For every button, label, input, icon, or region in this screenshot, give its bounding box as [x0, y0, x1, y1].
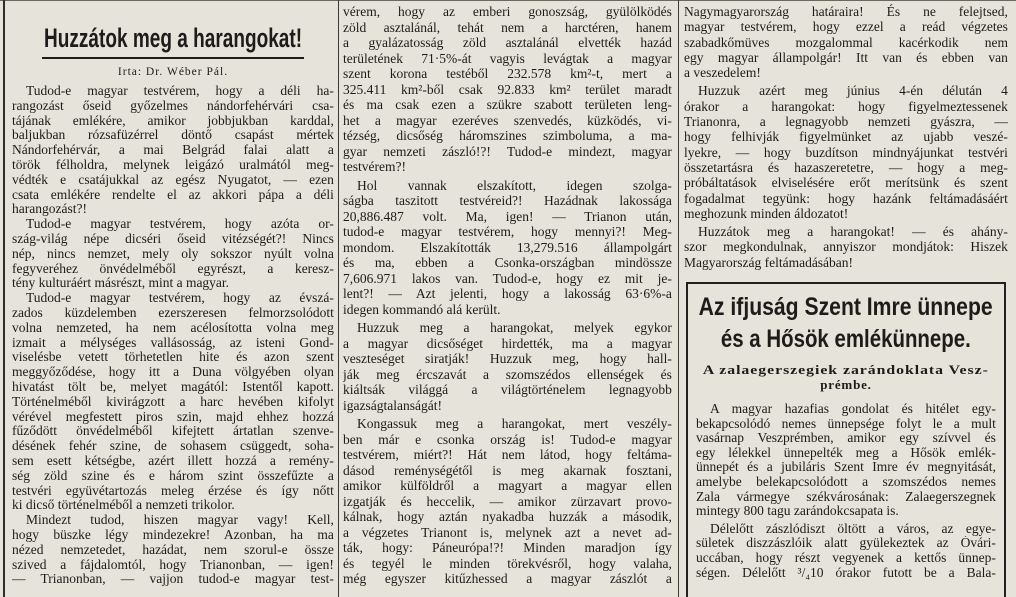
text-line: tájának emlékére, amikor jobbjukban karddal, [12, 113, 334, 128]
box-article-body [696, 402, 996, 580]
box-title-text: és a Hősök emlékünnepe. [721, 324, 971, 353]
paragraph [684, 4, 1008, 80]
text-line: vérem, hogy az emberi gonoszság, gyülölködés [343, 4, 672, 19]
article-body [12, 84, 334, 587]
paragraph [12, 217, 334, 291]
text-line: kiáltsák világgá a világtörténelem legnagyobb [343, 382, 672, 397]
text-line: és ma csak ezen a szükre szabott területen leng- [343, 97, 672, 112]
text-line: bekapcsolódó nemes ünnepsége folyt le a mult [696, 416, 996, 431]
text-line: Huzzátok meg a harangokat! — és ahány- [698, 224, 1008, 240]
text-line: testvérem?! [343, 159, 406, 174]
text-line: török félholdra, melynek leigázó uralmától meg- [12, 157, 334, 172]
text-line: zöld asztalánál, tehát nem a harctéren, hanem [343, 19, 672, 35]
text-line: idegen kommandó alá került. [343, 301, 501, 317]
article-box [686, 282, 1006, 597]
column-rule-2 [678, 0, 679, 597]
text-line: hogy büszke légy mindezekre! Azonban, ha ma [12, 527, 334, 542]
text-line: testvérem, miért?! Hát nem látod, hogy feltáma- [343, 447, 672, 462]
text-line: sületek diszzászlóik alatt gyülekeztek az Óvári- [696, 536, 996, 551]
text-line: nép, nincs nemzet, mely oly sokszor nyúlt volna [12, 246, 334, 261]
paragraph [684, 224, 1008, 270]
text-line: fűződött önvédelméből kifejtett ártatlan szenve- [12, 424, 334, 439]
text-line: mondom. Elszakították 13,279.516 állampolgárt [343, 239, 672, 255]
text-line: Nagymagyarország határaira! És ne felejtsed, [684, 4, 1008, 19]
text-line: Hol vannak elszakított, idegen szolga- [357, 177, 672, 193]
text-line: — Trianonban, — vajjon tudod-e magyar test- [12, 572, 334, 587]
paragraph [343, 178, 672, 318]
text-line: hogy felhivják figyelmünket az ujabb veszé- [684, 129, 1008, 145]
box-title-text: Az ifjuság Szent Imre ünnepe [699, 292, 993, 321]
text-line: a magyar dicsőséget hirdették, ma a magyar [343, 335, 672, 351]
text-line: összetartásra és hazaszeretetre, — hogy a meg- [684, 159, 1008, 175]
text-line: Nándorfehérvár, a mai Belgrád falai alatt a [12, 143, 334, 158]
text-line: mintegy 800 tagu zarándokcsapata is. [696, 504, 899, 519]
text-line: egy magyar állampolgár! Itt van és ebben van [684, 49, 1008, 65]
text-line: igazságtalanságát! [343, 397, 442, 413]
box-subtitle-line [688, 362, 1004, 377]
text-line: és tegyél le minden törekvésről, hogy valaha, [343, 555, 672, 571]
text-line: a veszedelem! [684, 65, 761, 81]
text-line: 20,886.487 volt. Ma, igen! — Trianon után, [343, 208, 672, 224]
paragraph [696, 402, 996, 519]
text-line: Huzzuk meg a harangokat, melyek egykor [357, 320, 672, 335]
column-left [12, 0, 334, 597]
article-headline [12, 20, 334, 56]
text-line: Huzzuk azért meg június 4-én délután 4 [698, 83, 1008, 99]
text-line: lent?! — Azt jelenti, hogy a lakosság 63·6%-a [343, 286, 672, 301]
text-line: Mindezt tudod, hiszen magyar vagy! Kell, [26, 513, 334, 528]
byline [12, 64, 334, 80]
box-subtitle-text: prémbe. [820, 377, 872, 392]
text-line: amikor külföldről a magyart a magyar ellen [343, 478, 672, 493]
column-middle [343, 4, 672, 587]
text-line: szabadkőmüves mozgalommal kacérkodik nem [684, 34, 1008, 50]
text-line: ták, hogy: Páneurópa!?! Minden maradjon így [343, 540, 672, 555]
column-rule-1 [338, 0, 339, 597]
text-line: próbáltatások elviselésére erőt merítsünk és szent [684, 175, 1008, 191]
text-line: Zala vármegye székvárosának: Zalaegerszegnek [696, 489, 996, 504]
text-line: Történelméből kivirágzott a harc hevében kifolyt [12, 394, 334, 409]
text-line: A magyar hazafias gondolat és hitélet egy- [710, 402, 996, 416]
paragraph [343, 416, 672, 587]
text-line: izgatják és heccelik, — amikor zürzavart provo- [343, 493, 672, 509]
box-subtitle-line [688, 377, 1004, 392]
box-title-line [688, 324, 1004, 354]
text-line: amelybe belekapcsolódott a szomszédos nemes [696, 474, 996, 489]
text-line: ség zöld szine és e három szint összefűzte a [12, 468, 334, 483]
text-line: viselésbe vetett törhetetlen hite és azon szent [12, 350, 334, 365]
text-line: a végzetes Trianont is, melynek azt a nevet ad- [343, 524, 672, 540]
text-line: szived a fájdalomtól, hogy Trianonban, — igen! [12, 557, 334, 572]
box-subtitle-text: A zalaegerszegiek zarándoklata Vesz- [703, 362, 989, 377]
text-line: meghozunk minden áldozatot! [684, 205, 849, 221]
paragraph [343, 4, 672, 175]
text-line: szor megkondulnak, annyiszor mondjátok: Hiszek [684, 239, 1008, 255]
text-line: ségen. Délelőtt ³/₄10 órakor futott be a Bala- [696, 565, 996, 580]
paragraph [12, 291, 334, 513]
paragraph [696, 522, 996, 580]
text-line: vasárnap Veszprémben, amikor egy szívvel és [696, 431, 996, 446]
text-line: Trianonra, a legnagyobb nemzeti gyászra, — [684, 114, 1008, 130]
text-line: csata emlékére rendelte el az akkori pápa a déli [12, 187, 334, 202]
paragraph [12, 513, 334, 587]
text-line: tudod-e magyar testvérem, hogy mennyi?! Meg- [343, 224, 672, 239]
text-line: fegyveréhez önvédelméből egyrészt, a keresz- [12, 261, 334, 276]
text-line: fogadalmat tegyünk: hogy hazánk feltámadásáért [684, 190, 1008, 206]
text-line: tény kulturáért másrészt, mint a magyar. [12, 276, 230, 291]
page-left-edge [3, 0, 5, 597]
text-line: szent korona testéből 232.578 km²-t, mert a [343, 66, 672, 81]
text-line: meggyőződése, hogy itt a Duna völgyében olyan [12, 365, 334, 380]
text-line: testvéri együvétartozás meleg érzése és így nőtt [12, 483, 334, 498]
text-line: Tudod-e magyar testvérem, hogy a déli ha- [26, 84, 334, 98]
text-line: harangozást?! [12, 202, 87, 217]
text-line: órakor a harangokat: hogy figyelmeztessenek [684, 98, 1008, 114]
text-line: volna nemzeted, ha nem acélosította volna meg [12, 320, 334, 335]
text-line: 325.411 km²-ből csak 92.833 km² terület maradt [343, 81, 672, 97]
text-line: még egyszer kitűzhessed a magyar zászlót a [343, 571, 672, 586]
text-line: szág-világ népe dicséri őseid vitézségét?! Nincs [12, 231, 334, 246]
text-line: ságba taszitott testvéreid?! Hazádnak lakossága [343, 193, 672, 208]
column-right [684, 4, 1008, 270]
text-line: nézed nemzetedet, hazádat, nem szorul-e össze [12, 542, 334, 557]
paragraph [343, 320, 672, 413]
text-line: tézség, dicsőség háromszines szimboluma, a ma- [343, 128, 672, 143]
text-line: gyar nemzeti zászló!?! Tudod-e mindezt, magyar [343, 143, 672, 159]
text-line: désének fehér szine, de sohasem csüggedt, soha- [12, 439, 334, 454]
text-line: magyar testvérem, hogy ezzel a reád végzetes [684, 19, 1008, 35]
text-line: Tudod-e magyar testvérem, hogy azóta or- [26, 217, 334, 232]
text-line: lyekre, — hogy buzdítson mindnyájunkat testvéri [684, 144, 1008, 160]
text-line: Magyarország feltámadásában! [684, 254, 854, 270]
text-line: védték e csatájukkal az egész Nyugatot, — ezen [12, 172, 334, 187]
text-line: kálnak, hogy aztán nyakadba huzzák a második, [343, 509, 672, 524]
text-line: veszteséget siratják! Huzzuk meg, hogy hall- [343, 351, 672, 366]
box-title-line [688, 292, 1004, 322]
byline-text: Irta: Dr. Wéber Pál. [117, 66, 229, 78]
text-line: ben már e csonka ország is! Tudod-e magyar [343, 431, 672, 447]
text-line: vérével megfestett piros szin, majd ehhez hozzá [12, 409, 334, 424]
text-line: egy lélekkel ünnepelték meg a Hősök emlék- [696, 445, 996, 460]
article-headline-text: Huzzátok meg a harangokat! [44, 22, 303, 53]
text-line: uccában, hogy részt vegyenek a kettős ünnep- [696, 550, 996, 565]
text-line: zados küzdelemben ezerszeresen felmorzsolódott [12, 305, 334, 320]
text-line: a gyalázatosság zöld asztalánál elvették hazád [343, 35, 672, 50]
text-line: Délelőtt zászlódiszt öltött a város, az egye- [710, 521, 996, 536]
paragraph [684, 83, 1008, 221]
text-line: baljukban rózsafüzérrel döntő csapást mértek [12, 128, 334, 143]
text-line: ják meg ércszavát a szomszédos ellenségek és [343, 366, 672, 382]
text-line: ki dicső történelméből a nemzeti trikolor. [12, 498, 235, 513]
text-line: izmait a mélységes vallásosság, az isteni Gond- [12, 335, 334, 350]
text-line: sem esett kétségbe, azért illett hozzá a remény- [12, 453, 334, 468]
text-line: területének 71·5%-át vagyis levágtak a magyar [343, 50, 672, 66]
text-line: het a magyar ezeréves szenvedés, küzködés, vi- [343, 112, 672, 128]
text-line: és ma, ebben a Csonka-országban mindössze [343, 255, 672, 270]
text-line: ünnepét és a jubiláris Szent Imre év megnyitását, [696, 460, 996, 475]
text-line: Tudod-e magyar testvérem, hogy az évszá- [26, 291, 334, 306]
text-line: rangozást őseid győzelmes nándorfehérvári csa- [12, 98, 334, 113]
text-line: 7,606.971 lakos van. Tudod-e, hogy ez mit je- [343, 270, 672, 286]
text-line: hivatást tölt be, melyet magától: Istentől kapott. [12, 379, 334, 394]
headline-underline [42, 57, 304, 59]
paragraph [12, 84, 334, 217]
text-line: Kongassuk meg a harangokat, mert veszély- [357, 416, 672, 431]
text-line: dásod reménységétől is meg akarnak fosztani, [343, 462, 672, 478]
